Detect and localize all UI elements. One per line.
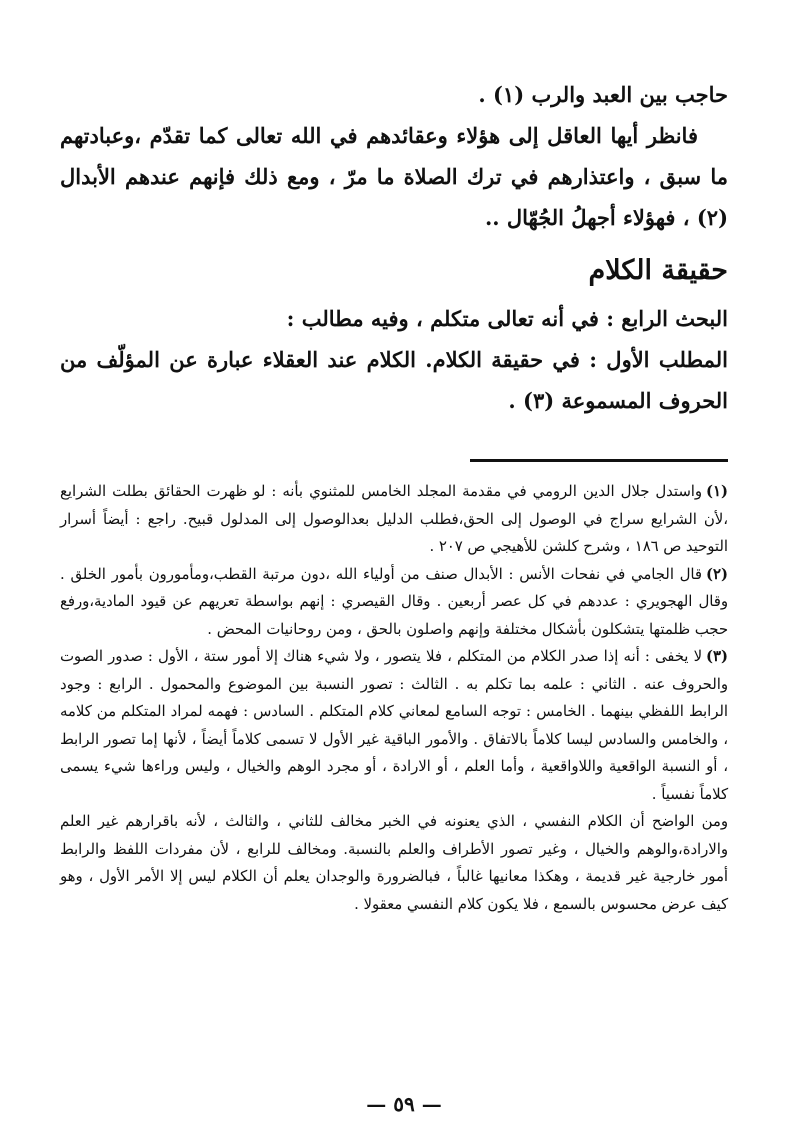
footnote-text: لا يخفى : أنه إذا صدر الكلام من المتكلم ، فلا يتصور ، ولا شيء هناك إلا أمور ستة ، الأول : صدور الصوت والحروف عنه . الثاني : علمه بما تكلم به . الثالث : تصور النسبة بين الموضوع والمحمول . الرابع : وجود الرابط اللفظي بينهما . الخامس : توجه السامع لمعاني كلام المتكلم . السادس : فهمه لمراد المتكلم من كلامه ، والخامس والسادس ليسا كلاماً بالاتفاق . والأمور الباقية غير الأول لا تسمى كلاماً أيضاً ، لأنها إما تصور الرابط ، أو النسبة الواقعية واللاواقعية ، وأما العلم ، أو الارادة ، أو مجرد الوهم والخيال ، وليس وراءها شيء يسمى كلاماً نفسياً . bbox=[60, 648, 728, 803]
research-label: البحث الرابع : bbox=[606, 306, 728, 331]
footnote-divider bbox=[470, 459, 728, 462]
research-line bbox=[60, 298, 728, 339]
footnote-3 bbox=[60, 643, 728, 808]
footnote-number: (٣) bbox=[706, 648, 728, 665]
research-text: في أنه تعالى متكلم ، وفيه مطالب : bbox=[286, 306, 607, 331]
footnote-number: (٢) bbox=[706, 565, 728, 583]
footnote-text: قال الجامي في نفحات الأنس : الأبدال صنف من أولياء الله ،دون مرتبة القطب،ومأمورون بأمور الخلق . وقال الهجويري : عددهم في كل عصر أربعين . وقال القيصري : إنهم بواسطة تعريهم عن قيود المادية،ورفع حجب ظلمتها يتشكلون بأشكال مختلفة وإنهم واصلون بالحق ، ومن روحانيات المحض . bbox=[60, 565, 728, 638]
section-paragraph bbox=[60, 339, 728, 421]
footnote-2 bbox=[60, 561, 728, 644]
footnote-text: ومن الواضح أن الكلام النفسي ، الذي يعنونه في الخبر مخالف للثاني ، والثالث ، لأنه باقرارهم غير العلم والارادة،والوهم والخيال ، وغير تصور الأطراف والعلم بالنسبة. ومخالف للرابع ، لأن مفردات اللفظ والرابط أمور خارجية غير قديمة ، وهكذا معانيها غالباً ، فبالضرورة والوجدان يعلم أن الكلام ليس إلا الأمر الأول ، وهو كيف عرض محسوس بالسمع ، فلا يكون كلام النفسي معقولا . bbox=[60, 813, 728, 913]
footnote-text: واستدل جلال الدين الرومي في مقدمة المجلد الخامس للمثنوي بأنه : لو ظهرت الحقائق بطلت الشرايع ،لأن الشرايع سراج في الوصول إلى الحق،فطلب الدليل بعدالوصول إلى المدلول قبيح. راجع : أيضاً أسرار التوحيد ص ١٨٦ ، وشرح كلشن للأهيجي ص ٢٠٧ . bbox=[60, 483, 728, 555]
page-number: — ٥٩ — bbox=[366, 1092, 442, 1116]
footnote-3-continued bbox=[60, 808, 728, 918]
footnote-number: (١) bbox=[706, 483, 728, 500]
paragraph-abdal: فانظر أيها العاقل إلى هؤلاء وعقائدهم في الله تعالى كما تقدّم ،وعبادتهم ما سبق ، واعتذارهم في ترك الصلاة ما مرّ ، ومع ذلك فإنهم عندهم الأبدال (٢) ، فهؤلاء أجهلُ الجُهّال .. bbox=[60, 123, 728, 230]
section-heading: حقيقة الكلام bbox=[588, 255, 728, 286]
opening-line: حاجب بين العبد والرب (١) . bbox=[478, 82, 728, 107]
main-text bbox=[60, 74, 728, 421]
section-label: المطلب الأول : bbox=[589, 347, 728, 372]
section-text: في حقيقة الكلام. الكلام عند العقلاء عبارة عن المؤلّف من الحروف المسموعة (٣) . bbox=[60, 347, 728, 413]
footnote-1 bbox=[60, 478, 728, 561]
footnotes bbox=[60, 478, 728, 918]
